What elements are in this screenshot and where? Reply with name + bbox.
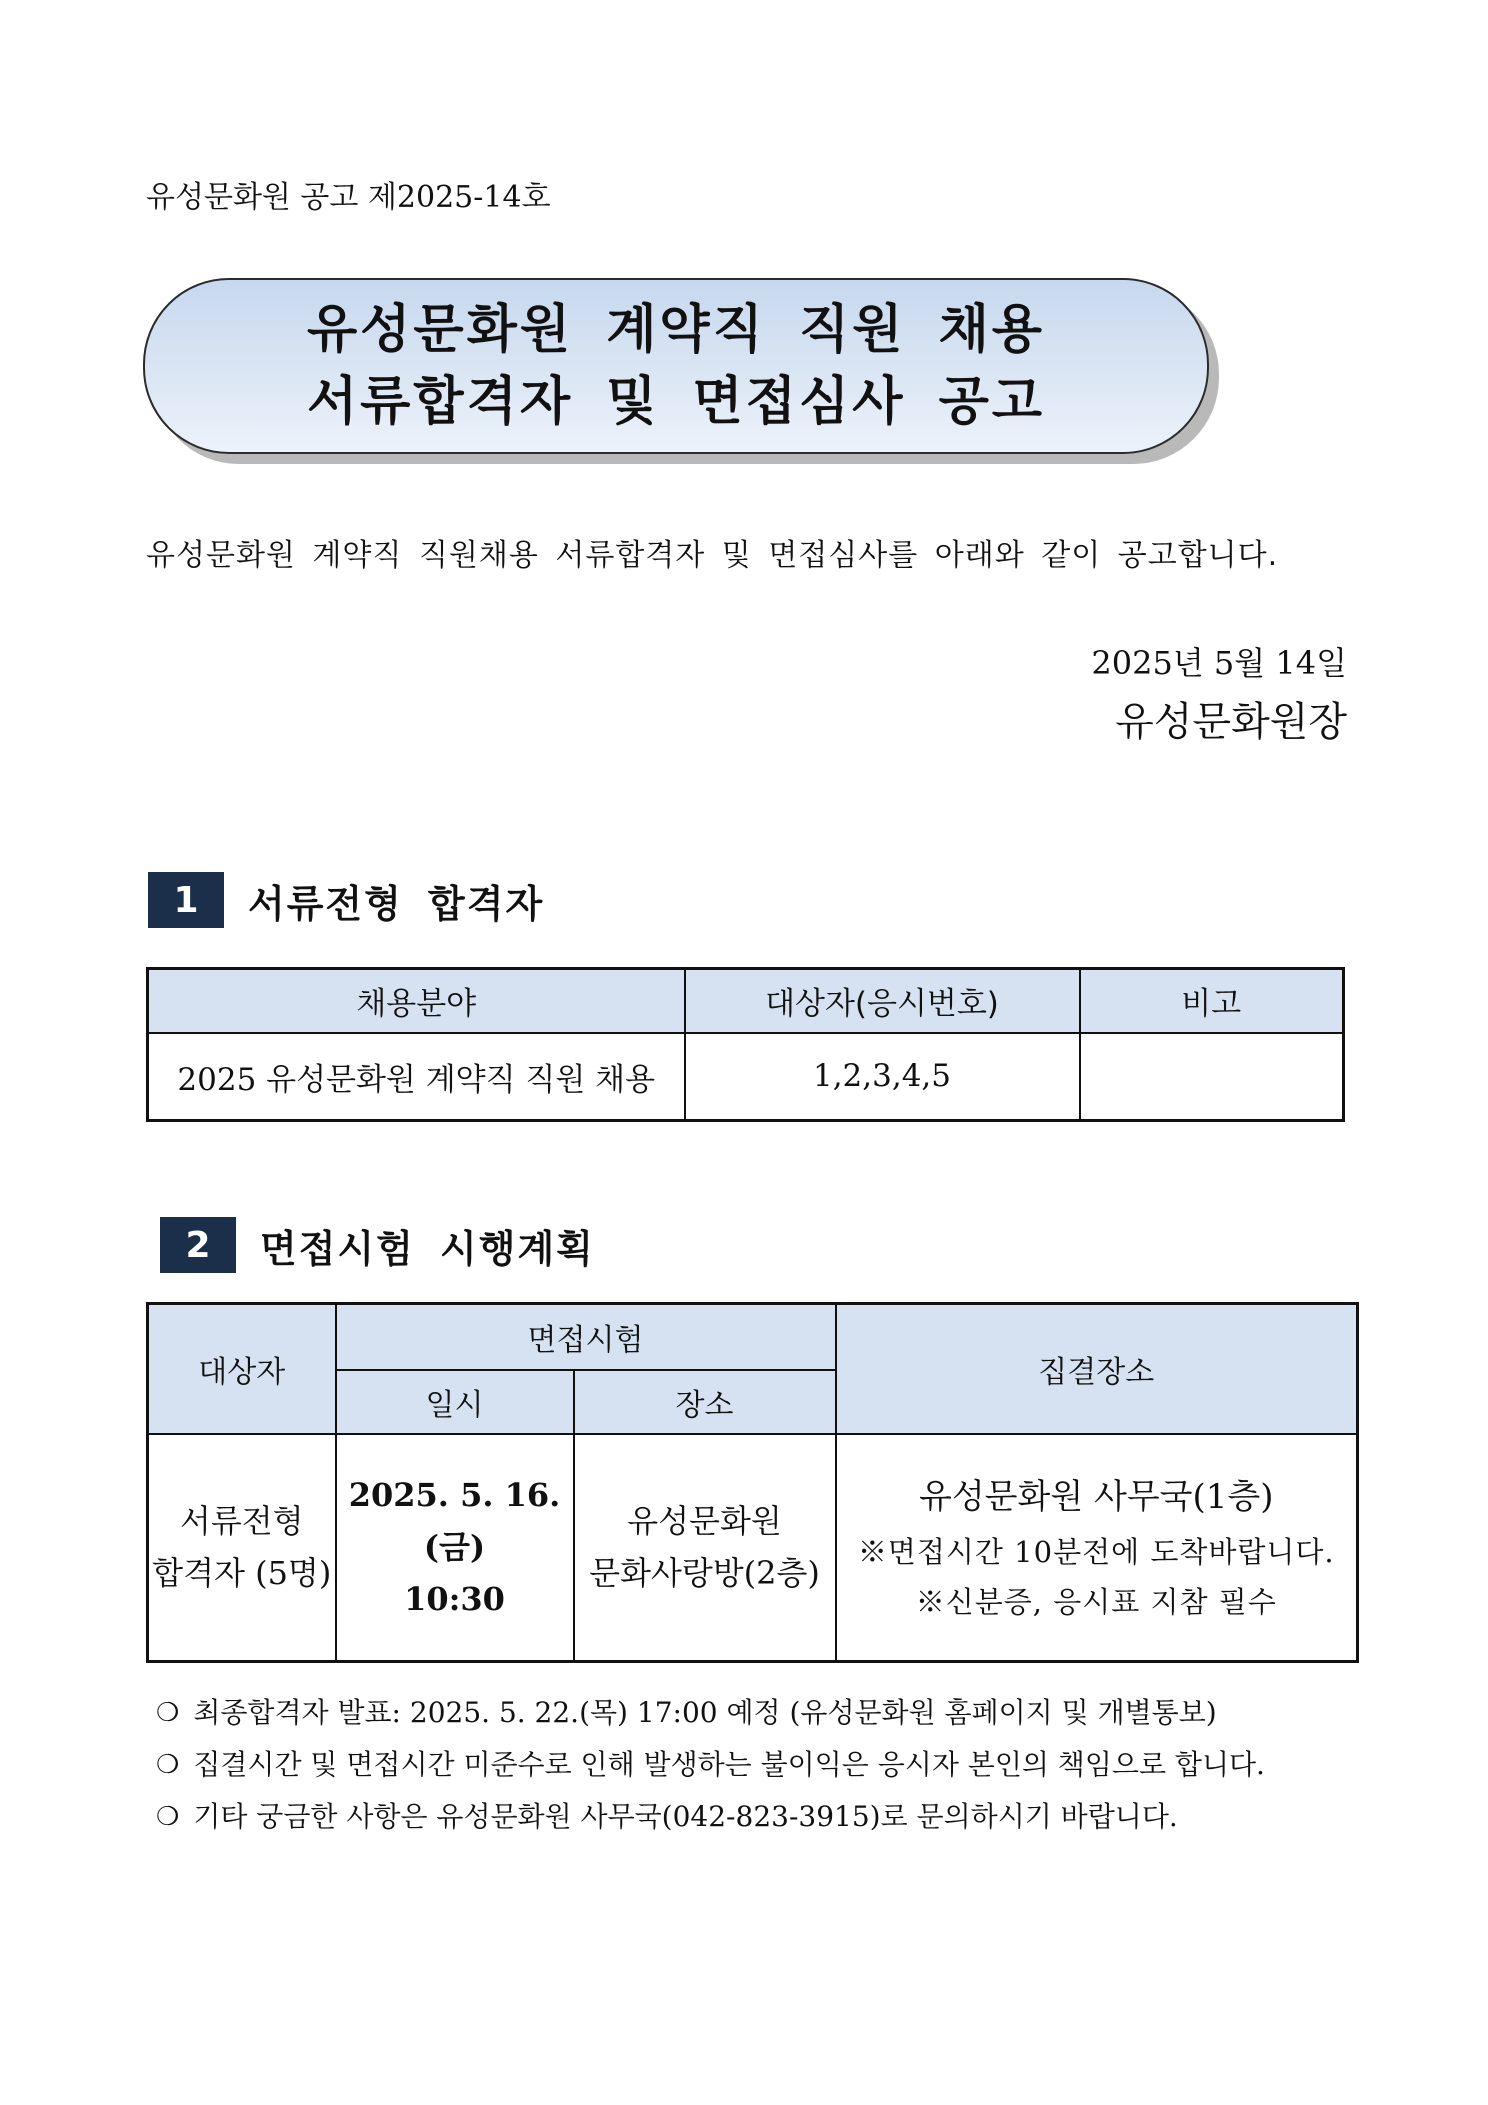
meeting-note-1: ※면접시간 10분전에 도착바랍니다. [857, 1535, 1335, 1570]
note-text-2: 집결시간 및 면접시간 미준수로 인해 발생하는 불이익은 응시자 본인의 책임으로 합니다. [193, 1748, 1265, 1781]
intro-text: 유성문화원 계약직 직원채용 서류합격자 및 면접심사를 아래와 같이 공고합니다. [146, 538, 1279, 573]
cell-meeting-place [836, 1434, 1358, 1662]
document-pass-table [146, 967, 1345, 1122]
section-1-number: 1 [148, 872, 224, 928]
cell-field: 2025 유성문화원 계약직 직원 채용 [148, 1033, 685, 1121]
section-1-heading [148, 872, 544, 928]
table-row [148, 1033, 1344, 1121]
header-applicants: 대상자(응시번호) [685, 969, 1080, 1033]
list-item [156, 1739, 1265, 1791]
meeting-place-main: 유성문화원 사무국(1층) [918, 1477, 1274, 1518]
title-line-2: 서류합격자 및 면접심사 공고 [306, 372, 1046, 432]
section-2-heading [160, 1217, 595, 1273]
circle-bullet-icon: ❍ [156, 1802, 180, 1832]
circle-bullet-icon: ❍ [156, 1698, 180, 1728]
table-row [148, 1434, 1358, 1662]
title-banner [143, 278, 1209, 454]
section-2-number: 2 [160, 1217, 236, 1273]
cell-place [574, 1434, 836, 1662]
header-meeting-place: 집결장소 [836, 1304, 1358, 1434]
header-field: 채용분야 [148, 969, 685, 1033]
note-text-3: 기타 궁금한 사항은 유성문화원 사무국(042-823-3915)로 문의하시기 바랍니다. [193, 1800, 1178, 1833]
target-line-1: 서류전형 [179, 1502, 304, 1541]
cell-target [148, 1434, 336, 1662]
issuer-name: 유성문화원장 [1115, 699, 1347, 745]
place-line-1: 유성문화원 [627, 1502, 782, 1541]
header-datetime: 일시 [336, 1370, 574, 1434]
title-line-1: 유성문화원 계약직 직원 채용 [306, 300, 1046, 360]
date-line-1: 2025. 5. 16.(금) [348, 1476, 561, 1567]
list-item [156, 1687, 1265, 1739]
notice-date: 2025년 5월 14일 [1091, 644, 1347, 682]
notes-list [156, 1687, 1265, 1843]
list-item [156, 1791, 1265, 1843]
section-1-title: 서류전형 합격자 [248, 881, 545, 926]
section-2-title: 면접시험 시행계획 [260, 1226, 595, 1271]
note-text-1: 최종합격자 발표: 2025. 5. 22.(목) 17:00 예정 (유성문화원 홈페이지 및 개별통보) [193, 1696, 1217, 1729]
header-place: 장소 [574, 1370, 836, 1434]
cell-datetime [336, 1434, 574, 1662]
notice-number: 유성문화원 공고 제2025-14호 [146, 180, 551, 215]
cell-remark [1080, 1033, 1344, 1121]
header-remark: 비고 [1080, 969, 1344, 1033]
target-line-2: 합격자 (5명) [152, 1554, 332, 1593]
circle-bullet-icon: ❍ [156, 1750, 180, 1780]
header-target: 대상자 [148, 1304, 336, 1434]
place-line-2: 문화사랑방(2층) [589, 1554, 820, 1593]
date-line-2: 10:30 [404, 1580, 505, 1619]
header-interview: 면접시험 [336, 1304, 836, 1370]
meeting-note-2: ※신분증, 응시표 지참 필수 [915, 1585, 1277, 1620]
interview-plan-table [146, 1302, 1359, 1663]
cell-applicants: 1,2,3,4,5 [685, 1033, 1080, 1121]
